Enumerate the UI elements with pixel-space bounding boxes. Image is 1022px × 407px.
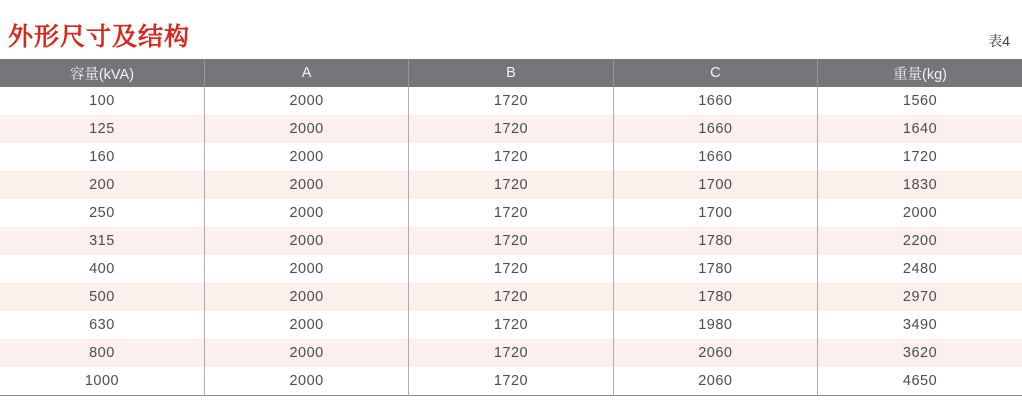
table-cell: 1720	[818, 143, 1022, 171]
table-cell: 2000	[204, 311, 408, 339]
table-cell: 1720	[409, 227, 613, 255]
table-cell: 2060	[613, 367, 817, 395]
table-cell: 4650	[818, 367, 1022, 395]
table-row	[0, 227, 1022, 255]
table-cell: 2970	[818, 283, 1022, 311]
table-cell: 2480	[818, 255, 1022, 283]
table-cell: 2000	[204, 87, 408, 115]
table-cell: 250	[89, 205, 115, 221]
table-row	[0, 171, 1022, 199]
table-cell: 1660	[613, 115, 817, 143]
table-cell: 1720	[409, 311, 613, 339]
table-row	[0, 283, 1022, 311]
table-row	[0, 311, 1022, 339]
table-cell: 1720	[409, 283, 613, 311]
table-cell: 500	[89, 289, 115, 305]
table-row	[0, 143, 1022, 171]
table-header-row	[0, 59, 1022, 87]
table-cell: 3490	[818, 311, 1022, 339]
table-cell: 1640	[818, 115, 1022, 143]
table-number-label: 表4	[988, 33, 1010, 49]
table-cell: 1560	[818, 87, 1022, 115]
table-cell: 1700	[613, 171, 817, 199]
table-cell: 1780	[613, 283, 817, 311]
table-cell: 1720	[409, 171, 613, 199]
table-cell: 2000	[204, 171, 408, 199]
table-cell: 2060	[613, 339, 817, 367]
table-cell: 2000	[204, 339, 408, 367]
table-cell: 1720	[409, 199, 613, 227]
table-cell: 2000	[204, 283, 408, 311]
table-cell: 3620	[818, 339, 1022, 367]
table-cell: 800	[89, 345, 115, 361]
column-header: 容量(kVA)	[0, 59, 204, 87]
table-row	[0, 87, 1022, 115]
table-cell: 1720	[409, 255, 613, 283]
table-cell: 1980	[613, 311, 817, 339]
column-header: 重量(kg)	[818, 59, 1022, 87]
table-cell: 1720	[409, 143, 613, 171]
table-cell: 1720	[409, 339, 613, 367]
table-cell: 400	[89, 261, 115, 277]
table-cell: 2000	[204, 367, 408, 395]
table-row	[0, 199, 1022, 227]
table-cell: 200	[89, 177, 115, 193]
header-row	[0, 59, 1022, 87]
table-cell: 1660	[613, 87, 817, 115]
table-cell: 1720	[409, 87, 613, 115]
column-header: C	[613, 59, 817, 87]
table-cell: 1780	[613, 227, 817, 255]
table-row	[0, 339, 1022, 367]
page-header	[0, 0, 1022, 59]
table-cell: 1700	[613, 199, 817, 227]
page-title: 外形尺寸及结构	[8, 23, 191, 51]
table-cell: 1780	[613, 255, 817, 283]
table-cell: 2000	[204, 227, 408, 255]
table-cell: 2000	[818, 199, 1022, 227]
table-row	[0, 255, 1022, 283]
table-body	[0, 87, 1022, 395]
table-cell: 2000	[204, 115, 408, 143]
table-cell: 1660	[613, 143, 817, 171]
column-header: A	[204, 59, 408, 87]
table-cell: 315	[89, 233, 115, 249]
table-cell: 125	[89, 121, 115, 137]
column-header: B	[409, 59, 613, 87]
table-cell: 2000	[204, 143, 408, 171]
table-row	[0, 367, 1022, 395]
table-row	[0, 115, 1022, 143]
table-cell: 1000	[84, 372, 120, 389]
table-cell: 1720	[409, 367, 613, 395]
table-cell: 160	[89, 149, 115, 165]
table-cell: 630	[89, 317, 115, 333]
table-cell: 1830	[818, 171, 1022, 199]
table-cell: 2200	[818, 227, 1022, 255]
dimensions-table	[0, 59, 1022, 396]
table-cell: 2000	[204, 199, 408, 227]
table-cell: 100	[89, 93, 115, 109]
table-cell: 1720	[409, 115, 613, 143]
table-cell: 2000	[204, 255, 408, 283]
